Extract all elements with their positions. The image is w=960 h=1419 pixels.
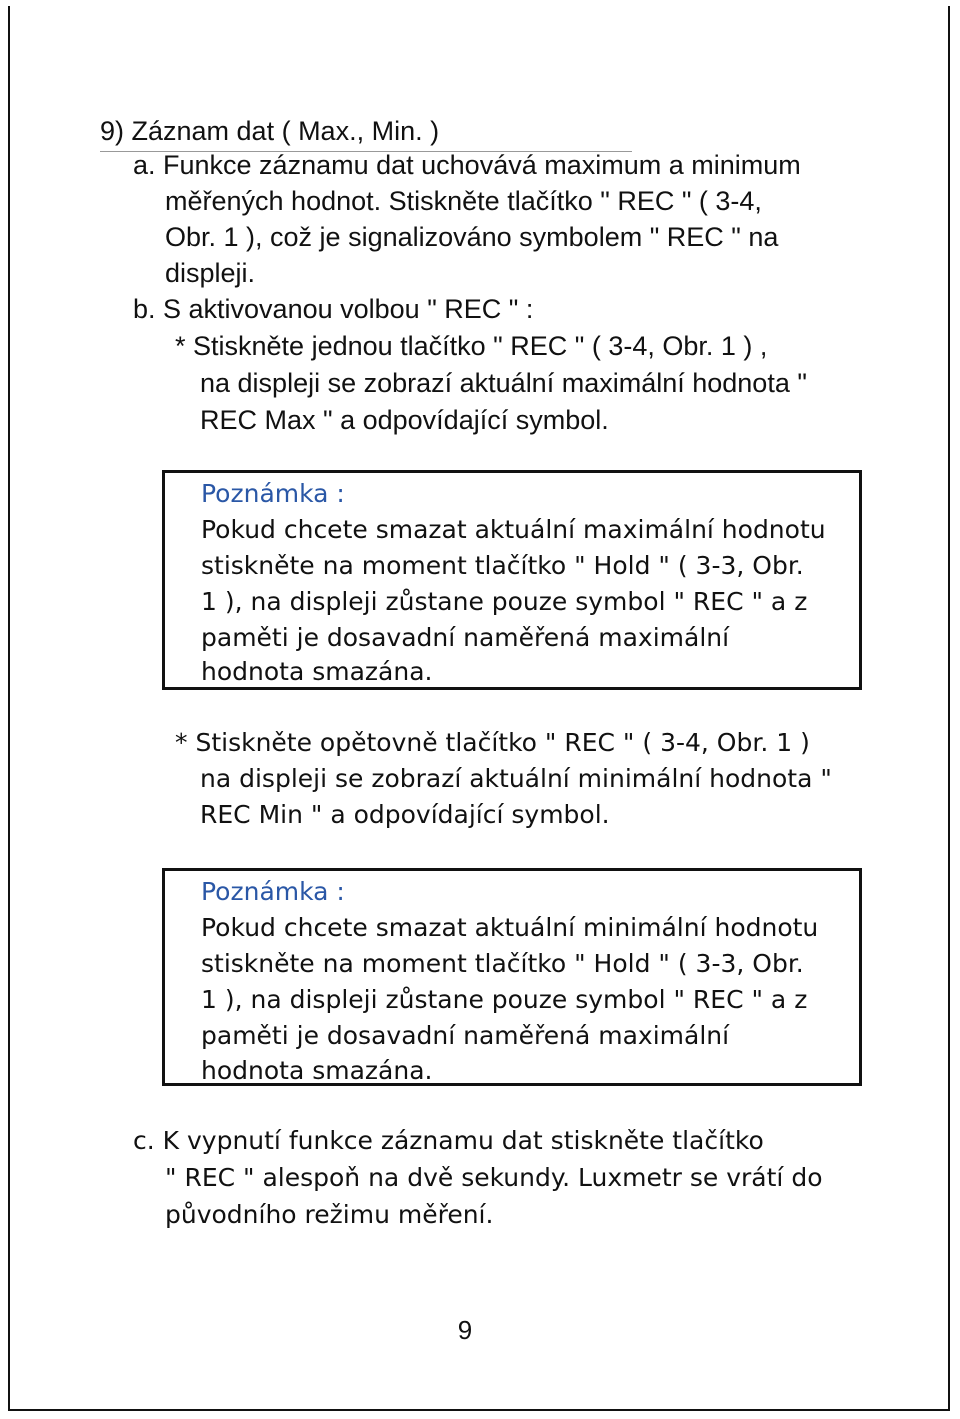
note-box-min xyxy=(162,868,862,1086)
note-max-line-2: stiskněte na moment tlačítko " Hold " ( 3-3, Obr. xyxy=(201,551,804,580)
item-b-line-3: na displeji se zobrazí aktuální maximální hodnota " xyxy=(200,368,807,398)
item-b-line-4: REC Max " a odpovídající symbol. xyxy=(200,405,609,435)
note-min-line-1: Pokud chcete smazat aktuální minimální hodnotu xyxy=(201,913,819,942)
item-c-line-3: původního režimu měření. xyxy=(165,1200,494,1229)
note-box-max xyxy=(162,470,862,690)
item-a-line-3: Obr. 1 ), což je signalizováno symbolem " REC " na xyxy=(165,222,779,252)
item-a-line-2: měřených hodnot. Stiskněte tlačítko " REC " ( 3-4, xyxy=(165,186,762,216)
note-min-title: Poznámka : xyxy=(201,877,345,906)
item-b-line-1: b. S aktivovanou volbou " REC " : xyxy=(133,294,534,324)
note-max-line-5: hodnota smazána. xyxy=(201,657,433,686)
item-c-line-1: c. K vypnutí funkce záznamu dat stiskněte tlačítko xyxy=(133,1126,764,1155)
note-max-title: Poznámka : xyxy=(201,479,345,508)
note-min-line-2: stiskněte na moment tlačítko " Hold " ( 3-3, Obr. xyxy=(201,949,804,978)
note-min-line-3: 1 ), na displeji zůstane pouze symbol " REC " a z xyxy=(201,985,808,1014)
step-min-line-1: * Stiskněte opětovně tlačítko " REC " ( 3-4, Obr. 1 ) xyxy=(175,728,810,757)
item-b-line-2: * Stiskněte jednou tlačítko " REC " ( 3-4, Obr. 1 ) , xyxy=(175,331,768,361)
note-min-line-5: hodnota smazána. xyxy=(201,1056,433,1085)
note-min-line-4: paměti je dosavadní naměřená maximální xyxy=(201,1021,730,1050)
note-max-line-3: 1 ), na displeji zůstane pouze symbol " REC " a z xyxy=(201,587,808,616)
section-heading: 9) Záznam dat ( Max., Min. ) xyxy=(100,116,440,146)
page-number: 9 xyxy=(457,1315,473,1345)
step-min-line-2: na displeji se zobrazí aktuální minimální hodnota " xyxy=(200,764,832,793)
step-min-line-3: REC Min " a odpovídající symbol. xyxy=(200,800,610,829)
item-c-line-2: " REC " alespoň na dvě sekundy. Luxmetr se vrátí do xyxy=(165,1163,823,1192)
item-a-line-1: a. Funkce záznamu dat uchovává maximum a minimum xyxy=(133,150,801,180)
item-a-line-4: displeji. xyxy=(165,258,256,288)
note-max-line-1: Pokud chcete smazat aktuální maximální hodnotu xyxy=(201,515,826,544)
note-max-line-4: paměti je dosavadní naměřená maximální xyxy=(201,623,730,652)
